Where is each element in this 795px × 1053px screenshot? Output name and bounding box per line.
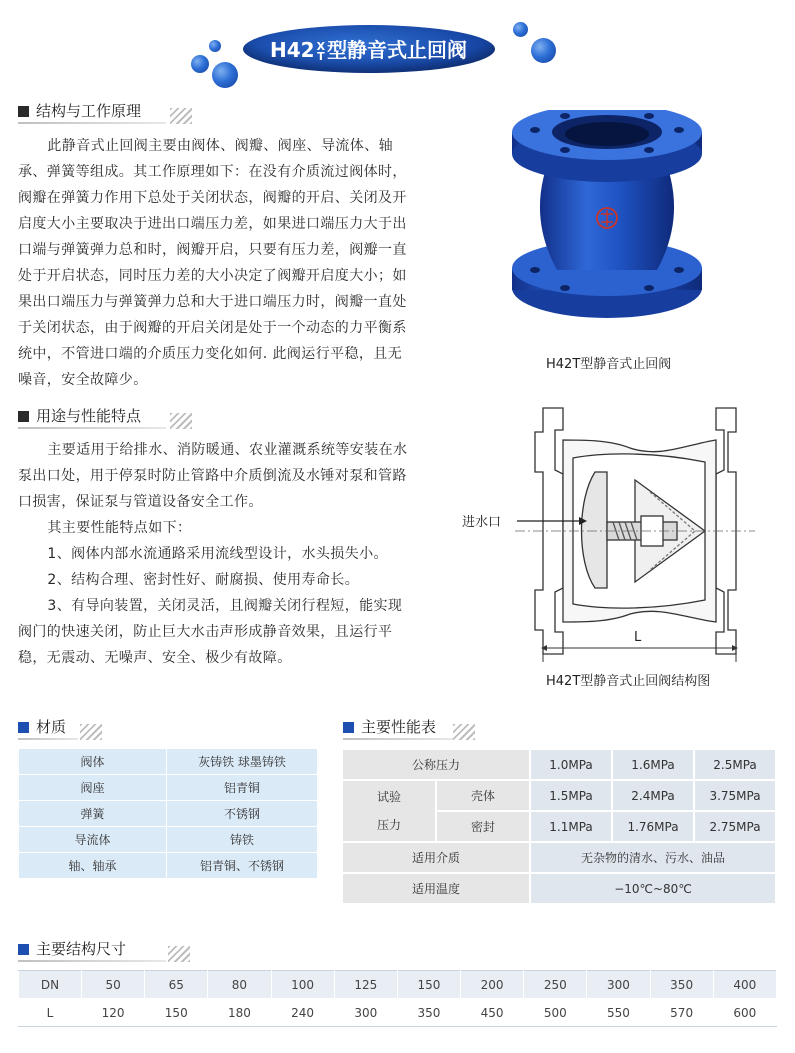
- paragraph-line: 统中，不管进口端的介质压力变化如何. 此阀运行平稳，且无: [18, 346, 403, 362]
- materials-table: [18, 748, 318, 879]
- table-cell: 铸铁: [167, 827, 318, 853]
- usage-paragraph: [18, 437, 448, 671]
- paragraph-line: 泵出口处，用于停泵时防止管路中介质倒流及水锤对泵和管路: [18, 468, 407, 484]
- paragraph-line: 启度大小主要取决于进出口端压力差，如果进口端压力大于出: [18, 216, 407, 232]
- paragraph-line: 1、阀体内部水流通路采用流线型设计，水头损失小。: [47, 546, 388, 562]
- title-suffix: 型静音式止回阀: [327, 38, 468, 62]
- heading-underline: [18, 122, 166, 124]
- test-label-1: 试验: [376, 790, 401, 804]
- decor-bubble: [212, 62, 238, 88]
- table-cell: 250: [524, 971, 587, 999]
- table-cell: 350: [650, 971, 713, 999]
- dimension-label: L: [634, 630, 642, 645]
- heading-underline: [18, 427, 166, 429]
- table-cell: L: [19, 999, 82, 1027]
- paragraph-line: 于关闭状态，由于阀瓣的开启关闭是处于一个动态的力平衡系: [18, 320, 407, 336]
- table-cell: DN: [19, 971, 82, 999]
- table-cell: 100: [271, 971, 334, 999]
- table-cell: 阀座: [19, 775, 167, 801]
- decor-bubble: [191, 55, 209, 73]
- table-cell: −10℃~80℃: [530, 873, 776, 904]
- paragraph-line: 阀瓣在弹簧力作用下总处于关闭状态，阀瓣的开启、关闭及开: [18, 190, 407, 206]
- table-cell: [342, 780, 436, 842]
- inlet-label: 进水口: [462, 515, 502, 530]
- heading-stripes: [453, 724, 475, 740]
- table-cell: 铝青铜: [167, 775, 318, 801]
- heading-text: 结构与工作原理: [36, 102, 142, 120]
- table-cell: 密封: [436, 811, 530, 842]
- table-cell: 轴、轴承: [19, 853, 167, 879]
- table-cell: 400: [713, 971, 776, 999]
- table-cell: 125: [334, 971, 397, 999]
- table-cell: 2.4MPa: [612, 780, 694, 811]
- table-cell: 50: [82, 971, 145, 999]
- paragraph-line: 承、弹簧等组成。其工作原理如下：在没有介质流过阀体时，: [18, 164, 407, 180]
- heading-marker: [18, 722, 29, 733]
- table-row: [342, 873, 776, 904]
- table-cell: 500: [524, 999, 587, 1027]
- table-cell: 120: [82, 999, 145, 1027]
- table-cell: 铝青铜、不锈钢: [167, 853, 318, 879]
- table-row: [342, 842, 776, 873]
- table-cell: 200: [461, 971, 524, 999]
- table-cell: 570: [650, 999, 713, 1027]
- heading-marker: [18, 106, 29, 117]
- table-cell: 300: [334, 999, 397, 1027]
- paragraph-line: 此静音式止回阀主要由阀体、阀瓣、阀座、导流体、轴: [47, 138, 393, 154]
- table-row: [19, 827, 318, 853]
- section-heading-materials: [18, 716, 98, 740]
- table-cell: 2.75MPa: [694, 811, 776, 842]
- table-cell: 无杂物的清水、污水、油品: [530, 842, 776, 873]
- heading-stripes: [80, 724, 102, 740]
- table-cell: 240: [271, 999, 334, 1027]
- heading-marker: [18, 944, 29, 955]
- table-row: [19, 853, 318, 879]
- title-prefix: H42: [270, 38, 315, 62]
- table-row: [342, 780, 776, 811]
- drawing-caption: H42T型静音式止回阀结构图: [546, 674, 711, 689]
- decor-bubble: [209, 40, 221, 52]
- valve-photo: [495, 110, 720, 350]
- table-cell: 适用温度: [342, 873, 530, 904]
- section-heading-usage: [18, 405, 186, 429]
- paragraph-line: 口端与弹簧弹力总和时，阀瓣开启，只要有压力差，阀瓣一直: [18, 242, 407, 258]
- section-heading-structure: [18, 100, 186, 124]
- heading-underline: [343, 738, 453, 740]
- title-xt: [316, 39, 326, 63]
- heading-marker: [18, 411, 29, 422]
- paragraph-line: 稳，无震动、无噪声、安全、极少有故障。: [18, 650, 292, 666]
- paragraph-line: 口损害，保证泵与管道设备安全工作。: [18, 494, 263, 510]
- paragraph-line: 3、有导向装置，关闭灵活，且阀瓣关闭行程短，能实现: [47, 598, 403, 614]
- heading-underline: [18, 738, 78, 740]
- title-sub: T: [317, 49, 325, 63]
- table-cell: 300: [587, 971, 650, 999]
- decor-bubble: [531, 38, 556, 63]
- table-cell: 450: [461, 999, 524, 1027]
- decor-bubble: [513, 22, 528, 37]
- paragraph-line: 主要适用于给排水、消防暖通、农业灌溉系统等安装在水: [47, 442, 408, 458]
- section-heading-dimensions: [18, 938, 186, 962]
- table-cell: 350: [397, 999, 460, 1027]
- table-cell: 1.1MPa: [530, 811, 612, 842]
- table-cell: 600: [713, 999, 776, 1027]
- heading-text: 主要结构尺寸: [36, 940, 127, 958]
- heading-stripes: [170, 413, 192, 429]
- table-cell: 150: [397, 971, 460, 999]
- table-cell: 公称压力: [342, 749, 530, 780]
- table-cell: 导流体: [19, 827, 167, 853]
- heading-underline: [18, 960, 166, 962]
- table-cell: 3.75MPa: [694, 780, 776, 811]
- paragraph-line: 噪音，安全故障少。: [18, 372, 148, 388]
- paragraph-line: 其主要性能特点如下：: [47, 520, 192, 536]
- table-cell: 1.76MPa: [612, 811, 694, 842]
- table-cell: 不锈钢: [167, 801, 318, 827]
- table-cell: 65: [145, 971, 208, 999]
- section-heading-performance: [343, 716, 471, 740]
- table-cell: 80: [208, 971, 271, 999]
- table-cell: 550: [587, 999, 650, 1027]
- table-cell: 适用介质: [342, 842, 530, 873]
- heading-text: 主要性能表: [361, 718, 437, 736]
- paragraph-line: 处于开启状态，同时压力差的大小决定了阀瓣开启度大小；如: [18, 268, 407, 284]
- table-cell: 2.5MPa: [694, 749, 776, 780]
- table-cell: 阀体: [19, 749, 167, 775]
- paragraph-line: 果出口端压力与弹簧弹力总和大于进口端压力时，阀瓣一直处: [18, 294, 407, 310]
- paragraph-line: 阀门的快速关闭，防止巨大水击声形成静音效果，且运行平: [18, 624, 393, 640]
- table-row: [342, 749, 776, 780]
- page-title: [270, 35, 480, 65]
- heading-text: 用途与性能特点: [36, 407, 142, 425]
- photo-caption: H42T型静音式止回阀: [546, 357, 672, 372]
- test-label-2: 压力: [376, 818, 401, 832]
- structure-paragraph: [18, 133, 448, 393]
- heading-text: 材质: [36, 718, 67, 736]
- title-sup: X: [316, 39, 326, 53]
- table-cell: 1.6MPa: [612, 749, 694, 780]
- table-cell: 壳体: [436, 780, 530, 811]
- performance-table: [341, 748, 777, 905]
- table-cell: 1.0MPa: [530, 749, 612, 780]
- paragraph-line: 2、结构合理、密封性好、耐腐损、使用寿命长。: [47, 572, 360, 588]
- table-row: [19, 801, 318, 827]
- heading-stripes: [168, 946, 190, 962]
- table-cell: 灰铸铁 球墨铸铁: [167, 749, 318, 775]
- table-cell: 弹簧: [19, 801, 167, 827]
- table-cell: 1.5MPa: [530, 780, 612, 811]
- heading-marker: [343, 722, 354, 733]
- dimensions-table: [18, 970, 777, 1027]
- table-row: [19, 749, 318, 775]
- heading-stripes: [170, 108, 192, 124]
- structure-drawing: [455, 400, 760, 662]
- table-row: [19, 971, 777, 999]
- table-cell: 180: [208, 999, 271, 1027]
- table-cell: 150: [145, 999, 208, 1027]
- table-row: [19, 999, 777, 1027]
- table-row: [19, 775, 318, 801]
